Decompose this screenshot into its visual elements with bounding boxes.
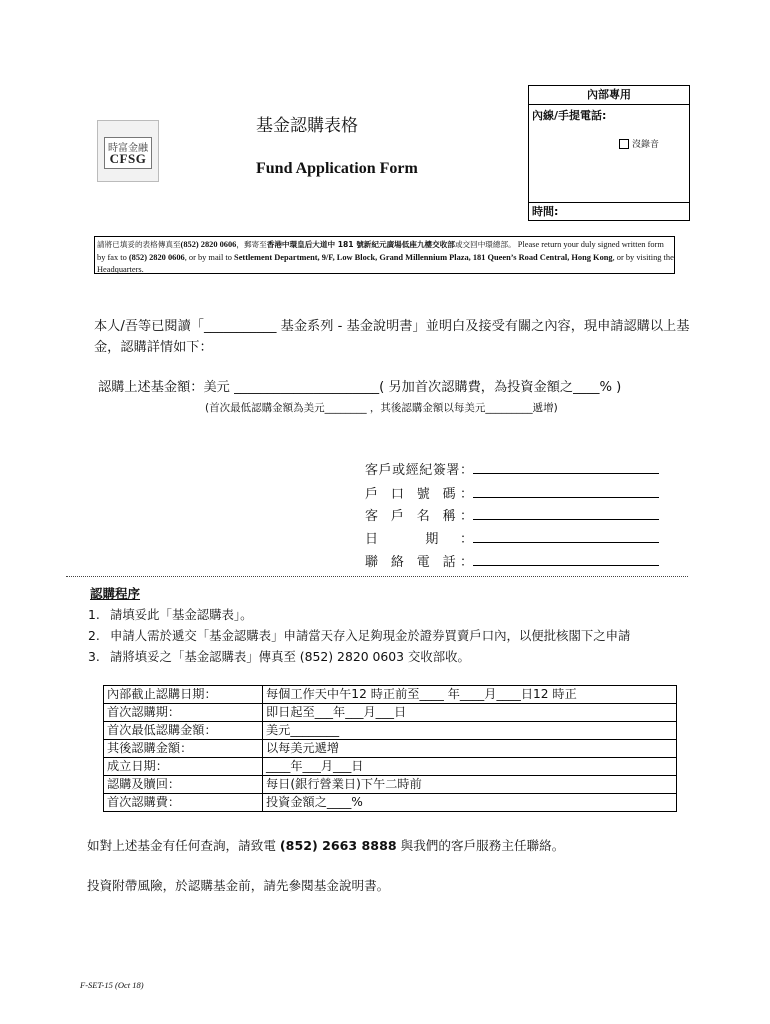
logo-english-text: CFSG (109, 151, 147, 166)
fund-info-table (103, 685, 677, 812)
table-label: 首次認購期： (104, 704, 263, 722)
date-field[interactable] (473, 530, 659, 543)
contact-phone-label: 聯 絡 電 話： (365, 555, 473, 570)
not-recorded-option[interactable] (619, 137, 659, 150)
enquiry-phone: (852) 2663 8888 (279, 838, 397, 853)
notice-english-address: Settlement Department, 9/F, Low Block, Grand Millennium Plaza, 181 Queen’s Road Central, Hong Kong (234, 252, 613, 262)
table-row (104, 740, 677, 758)
account-number-label: 戶 口 號 碼： (365, 487, 473, 502)
risk-disclaimer: 投資附帶風險，於認購基金前，請先參閱基金說明書。 (87, 878, 390, 893)
table-label: 首次認購費： (104, 794, 263, 812)
notice-text-2: ，郵寄至 (236, 240, 267, 249)
enquiry-text-2: 與我們的客戶服務主任聯絡。 (396, 838, 565, 853)
notice-fax: (852) 2820 0606 (180, 240, 237, 249)
account-number-field[interactable] (473, 485, 659, 498)
signature-row (365, 459, 659, 478)
notice-address-chinese: 香港中環皇后大道中 181 號新紀元廣場低座九樓交收部 (266, 240, 455, 249)
procedure-step: 3. 請將填妥之「基金認購表」傳真至 (852) 2820 0603 交收部收。 (88, 649, 470, 664)
table-label: 內部截止認購日期： (104, 686, 263, 704)
internal-use-heading: 內部專用 (529, 86, 689, 105)
client-name-field[interactable] (473, 507, 659, 520)
logo-emblem (104, 137, 152, 169)
notice-text-1: 請將已填妥的表格傳真至 (97, 240, 181, 249)
table-value: 以每美元遞增 (263, 740, 677, 758)
table-row (104, 686, 677, 704)
enquiry-text-1: 如對上述基金有任何查詢，請致電 (87, 838, 280, 853)
dotted-divider (66, 576, 688, 577)
form-title-chinese: 基金認購表格 (256, 116, 358, 136)
company-logo (97, 120, 159, 182)
form-code: F-SET-15 (Oct 18) (80, 980, 144, 990)
table-row (104, 758, 677, 776)
notice-english-3: , or by visiting the Headquarters. (97, 252, 674, 274)
table-value: 投資金額之____% (263, 794, 677, 812)
procedure-title: 認購程序 (90, 586, 141, 601)
declaration-paragraph: 本人/吾等已閱讀「___________ 基金系列 - 基金說明書」並明白及接受有關之內容，現申請認購以上基金，認購詳情如下： (94, 319, 690, 355)
enquiry-line (87, 835, 564, 854)
notice-english-fax: (852) 2820 0606 (128, 252, 185, 262)
contact-phone-row (365, 551, 659, 570)
signature-field[interactable] (473, 461, 659, 474)
signature-label: 客戶或經紀簽署： (365, 463, 473, 478)
table-value: 每日(銀行營業日)下午二時前 (263, 776, 677, 794)
procedure-step: 1. 請填妥此「基金認購表」。 (88, 607, 253, 622)
not-recorded-label: 沒錄音 (632, 140, 660, 150)
account-number-row (365, 483, 659, 502)
table-row (104, 704, 677, 722)
notice-english-2: , or by mail to (184, 252, 235, 262)
table-row (104, 722, 677, 740)
minimum-amount-note: (首次最低認購金額為美元________ ，其後認購金額以每美元_________遞增) (205, 402, 558, 414)
table-label: 認購及贖回： (104, 776, 263, 794)
internal-time-label: 時間: (529, 202, 689, 220)
client-name-row (365, 505, 659, 524)
table-label: 其後認購金額： (104, 740, 263, 758)
table-row (104, 794, 677, 812)
client-name-label: 客 戶 名 稱： (365, 509, 473, 524)
subscription-amount-line: 認購上述基金額：美元 ______________________( 另加首次認購費，為投資金額之____% ) (98, 380, 622, 395)
form-title-english: Fund Application Form (256, 160, 418, 177)
date-label: 日 期： (365, 532, 473, 547)
notice-text-3: 或交回中環總部。 (454, 240, 516, 249)
table-row (104, 776, 677, 794)
table-value: ____年___月___日 (263, 758, 677, 776)
logo-chinese-text: 時富金融 (108, 143, 148, 154)
not-recorded-checkbox[interactable] (619, 139, 629, 149)
table-value: 即日起至___年___月___日 (263, 704, 677, 722)
contact-phone-field[interactable] (473, 553, 659, 566)
notice-english-1: Please return your duly signed written form by fax to (97, 240, 664, 262)
table-label: 首次最低認購金額： (104, 722, 263, 740)
table-value: 每個工作天中午12 時正前至____ 年____月____日12 時正 (263, 686, 677, 704)
internal-phone-label: 內線/手提電話: (532, 109, 607, 122)
date-row (365, 528, 659, 547)
procedure-step: 2. 申請人需於遞交「基金認購表」申請當天存入足夠現金於證券買賣戶口內，以便批核閣下之申請 (88, 628, 631, 643)
procedure-steps (88, 604, 630, 667)
table-value: 美元________ (263, 722, 677, 740)
internal-use-box (528, 85, 690, 221)
table-label: 成立日期： (104, 758, 263, 776)
return-instructions-box (94, 236, 675, 274)
